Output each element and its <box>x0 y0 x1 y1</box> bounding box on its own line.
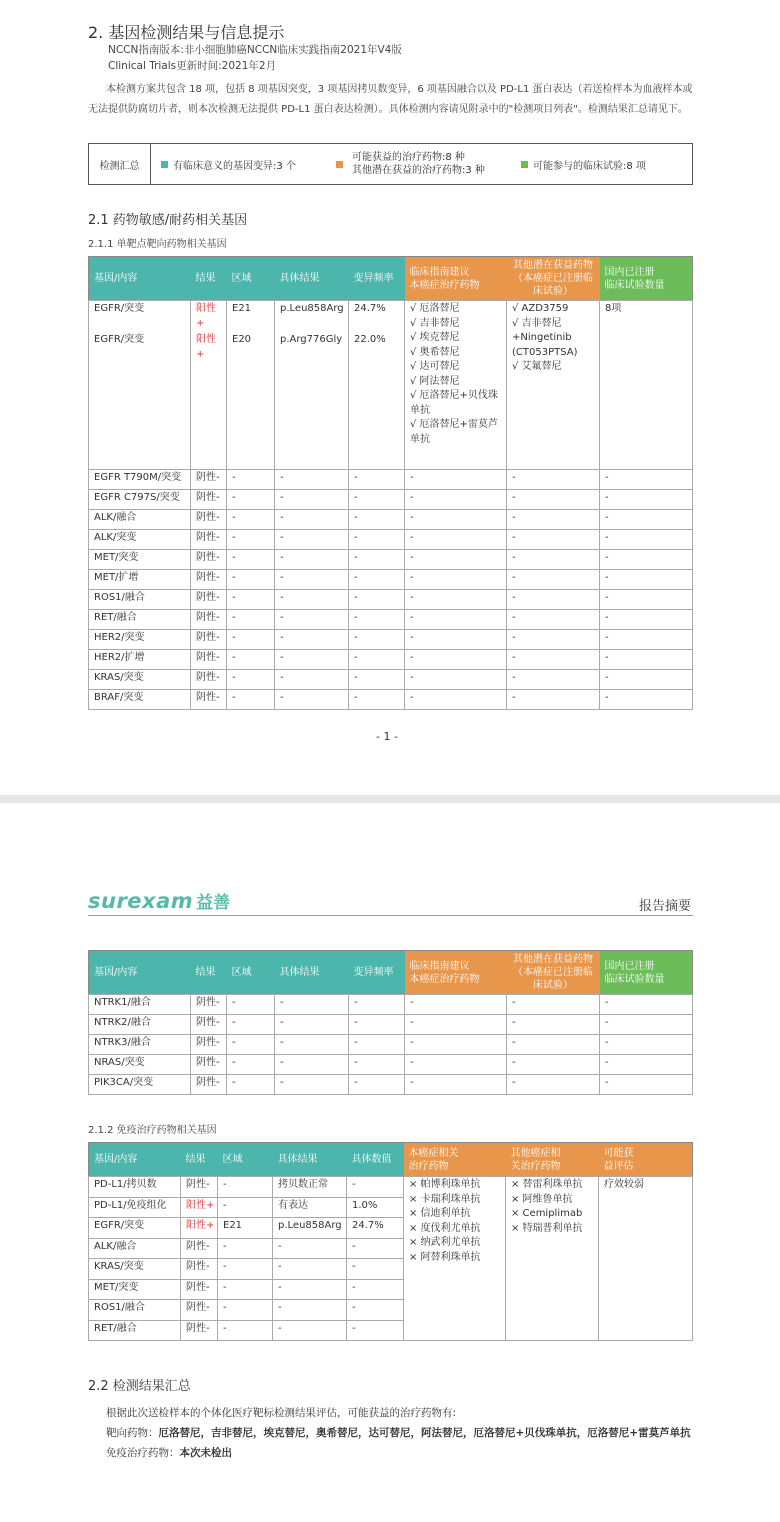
table-cell: - <box>227 995 275 1015</box>
table-cell: PIK3CA/突变 <box>89 1075 191 1095</box>
table-cell: - <box>600 529 693 549</box>
immuno-drugs-value: 本次未检出 <box>179 1447 232 1459</box>
targeted-drug-table-continued <box>88 950 693 1095</box>
table-cell: - <box>405 509 507 529</box>
table-cell: - <box>405 609 507 629</box>
table-cell: - <box>227 669 275 689</box>
table-row <box>89 689 693 709</box>
table-row <box>89 569 693 589</box>
logo-cn-text: 益善 <box>196 893 231 913</box>
table-cell: NTRK3/融合 <box>89 1035 191 1055</box>
green-square-icon <box>521 161 528 168</box>
col-result: 结果 <box>181 1143 218 1177</box>
table-cell: 阴性- <box>191 1015 227 1035</box>
table-cell: - <box>227 1075 275 1095</box>
table-cell: EGFR C797S/突变 <box>89 489 191 509</box>
table-cell: 阴性- <box>191 529 227 549</box>
table-cell: - <box>273 1320 347 1341</box>
col-other-drugs: 其他潜在获益药物 （本癌症已注册临 床试验） <box>507 951 600 995</box>
table-cell: - <box>347 1320 404 1341</box>
table-cell: 阴性- <box>191 509 227 529</box>
table-cell: - <box>405 549 507 569</box>
summary-label: 检测汇总 <box>89 144 151 184</box>
col-region: 区域 <box>218 1143 273 1177</box>
table-cell: - <box>227 469 275 489</box>
table-cell: - <box>349 529 405 549</box>
nccn-version: NCCN指南版本:非小细胞肺癌NCCN临床实践指南2021年V4版 <box>108 44 402 56</box>
col-value: 具体数值 <box>347 1143 404 1177</box>
table-cell: - <box>600 469 693 489</box>
table-cell: ROS1/融合 <box>89 1300 181 1321</box>
table-cell: 阴性- <box>191 629 227 649</box>
table-cell: × 替雷利珠单抗 × 阿维鲁单抗 × Cemiplimab × 特瑞普利单抗 <box>506 1177 599 1341</box>
table-cell: - <box>507 629 600 649</box>
table-cell: √ AZD3759 √ 吉非替尼 +Ningetinib (CT053PTSA) √ 艾氟替尼 <box>507 301 600 470</box>
table-cell: - <box>218 1279 273 1300</box>
table-cell: - <box>273 1238 347 1259</box>
table-cell: - <box>227 509 275 529</box>
table-cell: 8项 <box>600 301 693 470</box>
table-cell: 阳性+ <box>191 301 227 333</box>
table-cell: - <box>349 1035 405 1055</box>
table-cell: - <box>275 1055 349 1075</box>
table-cell: - <box>227 489 275 509</box>
table-row <box>89 301 693 333</box>
table-row <box>89 549 693 569</box>
table-cell: NTRK1/融合 <box>89 995 191 1015</box>
table-cell: - <box>349 689 405 709</box>
table-cell: KRAS/突变 <box>89 1259 181 1280</box>
table-cell: - <box>600 1015 693 1035</box>
section-2-1-title: 2.1 药物敏感/耐药相关基因 <box>88 213 248 228</box>
table-row <box>89 995 693 1015</box>
table-cell: 阴性- <box>181 1259 218 1280</box>
table-cell: - <box>349 489 405 509</box>
table-cell: - <box>405 1015 507 1035</box>
table-cell: - <box>218 1238 273 1259</box>
table-cell: EGFR/突变 <box>89 1218 181 1239</box>
summary-trials-text: 可能参与的临床试验:8 项 <box>533 160 646 172</box>
col-guideline-drugs: 临床指南建议 本癌症治疗药物 <box>405 951 507 995</box>
page-number: - 1 - <box>376 730 398 743</box>
table-cell: 1.0% <box>347 1197 404 1218</box>
table-cell: 阴性- <box>191 649 227 669</box>
summary-line: 根据此次送检样本的个体化医疗靶标检测结果评估，可能获益的治疗药物有: <box>106 1407 457 1419</box>
table-cell: - <box>275 1035 349 1055</box>
table-row <box>89 589 693 609</box>
table-cell: - <box>600 1035 693 1055</box>
table-cell: - <box>275 569 349 589</box>
table-cell: - <box>507 509 600 529</box>
targeted-drug-table <box>88 256 693 710</box>
table-cell: - <box>600 649 693 669</box>
table-cell: - <box>507 609 600 629</box>
table-cell: - <box>227 549 275 569</box>
table-cell: - <box>405 1055 507 1075</box>
table-cell: - <box>275 1075 349 1095</box>
table-cell: - <box>227 629 275 649</box>
table-cell: - <box>218 1177 273 1198</box>
table-cell: - <box>349 509 405 529</box>
table-row <box>89 649 693 669</box>
table-cell: - <box>227 689 275 709</box>
table-cell: - <box>600 669 693 689</box>
table-row <box>89 509 693 529</box>
table-cell: p.Leu858Arg <box>273 1218 347 1239</box>
table-cell: 阴性- <box>191 689 227 709</box>
table-cell: 阳性+ <box>191 332 227 469</box>
table-cell: - <box>507 569 600 589</box>
header-divider <box>88 915 693 916</box>
table-cell: EGFR/突变 <box>89 332 191 469</box>
table-cell: HER2/突变 <box>89 629 191 649</box>
table-cell: 阴性- <box>191 669 227 689</box>
table-cell: 阴性- <box>191 489 227 509</box>
table-cell: - <box>275 509 349 529</box>
col-result: 结果 <box>191 951 227 995</box>
table-cell: - <box>405 529 507 549</box>
table-cell: 阴性- <box>181 1279 218 1300</box>
table-cell: - <box>507 1055 600 1075</box>
table-cell: 阴性- <box>191 469 227 489</box>
col-frequency: 变异频率 <box>349 951 405 995</box>
teal-square-icon <box>161 161 168 168</box>
col-detail: 具体结果 <box>275 257 349 301</box>
table-cell: - <box>349 669 405 689</box>
table-cell: - <box>349 549 405 569</box>
targeted-drugs-label: 靶向药物： <box>106 1427 159 1439</box>
table-cell: ALK/突变 <box>89 529 191 549</box>
col-assessment: 可能获 益评估 <box>599 1143 693 1177</box>
table-row <box>89 1055 693 1075</box>
table-cell: - <box>218 1197 273 1218</box>
intro-paragraph: 本检测方案共包含 18 项，包括 8 项基因突变，3 项基因拷贝数变异，6 项基因融合以及 PD-L1 蛋白表达（若送检样本为血液样本或无法提供防腐切片者，则本次检测无法提供 PD-L1 蛋白表达检测）。具体检测内容请见附录中的"检测项目列表"。检测结果汇总请见下。 <box>88 84 693 115</box>
table-cell: - <box>600 629 693 649</box>
table-cell: - <box>227 589 275 609</box>
table-cell: - <box>349 469 405 489</box>
table-cell: - <box>600 589 693 609</box>
table-cell: EGFR/突变 <box>89 301 191 333</box>
table-cell: 有表达 <box>273 1197 347 1218</box>
col-region: 区域 <box>227 951 275 995</box>
table-cell: - <box>227 569 275 589</box>
table-cell: - <box>218 1300 273 1321</box>
section-2-2-title: 2.2 检测结果汇总 <box>88 1379 191 1394</box>
table-cell: - <box>405 489 507 509</box>
table-cell: - <box>507 529 600 549</box>
table-cell: - <box>275 629 349 649</box>
table-cell: 阴性- <box>181 1300 218 1321</box>
table-row <box>89 489 693 509</box>
col-guideline-drugs: 临床指南建议 本癌症治疗药物 <box>405 257 507 301</box>
table-cell: 阴性- <box>191 549 227 569</box>
col-this-cancer-drugs: 本癌症相关 治疗药物 <box>404 1143 506 1177</box>
targeted-drugs-value: 厄洛替尼，吉非替尼，埃克替尼，奥希替尼，达可替尼，阿法替尼，厄洛替尼+贝伐珠单抗，厄洛替尼+雷莫芦单抗 <box>158 1427 691 1439</box>
table-cell: 阴性- <box>191 569 227 589</box>
table-row <box>89 1035 693 1055</box>
table-cell: - <box>600 609 693 629</box>
table-cell: - <box>218 1320 273 1341</box>
table-cell: - <box>349 1015 405 1035</box>
table-cell: - <box>405 669 507 689</box>
table-cell: 24.7% <box>349 301 405 333</box>
table-cell: 阴性- <box>191 995 227 1015</box>
section-2-1-2-title: 2.1.2 免疫治疗药物相关基因 <box>88 1125 217 1136</box>
logo-text: surexam <box>88 889 194 913</box>
table-cell: - <box>405 1035 507 1055</box>
table-row <box>89 609 693 629</box>
table-cell: - <box>405 1075 507 1095</box>
table-cell: PD-L1/免疫组化 <box>89 1197 181 1218</box>
col-trials: 国内已注册 临床试验数量 <box>600 257 693 301</box>
table-cell: - <box>507 469 600 489</box>
table-cell: p.Arg776Gly <box>275 332 349 469</box>
table-cell: E21 <box>227 301 275 333</box>
table-cell: 疗效较弱 <box>599 1177 693 1341</box>
table-cell: - <box>600 549 693 569</box>
table-cell: 阴性- <box>181 1238 218 1259</box>
table-cell: p.Leu858Arg <box>275 301 349 333</box>
table-cell: - <box>275 995 349 1015</box>
table-cell: - <box>275 589 349 609</box>
table-cell: - <box>347 1300 404 1321</box>
table-cell: - <box>600 689 693 709</box>
table-cell: - <box>347 1238 404 1259</box>
col-detail: 具体结果 <box>273 1143 347 1177</box>
table-cell: - <box>349 649 405 669</box>
table-cell: ROS1/融合 <box>89 589 191 609</box>
table-cell: BRAF/突变 <box>89 689 191 709</box>
logo <box>88 888 230 913</box>
table-cell: MET/扩增 <box>89 569 191 589</box>
table-row <box>89 669 693 689</box>
table-cell: 24.7% <box>347 1218 404 1239</box>
table-cell: - <box>275 669 349 689</box>
table-cell: - <box>347 1177 404 1198</box>
table-cell: - <box>507 649 600 669</box>
table-cell: × 帕博利珠单抗 × 卡瑞利珠单抗 × 信迪利单抗 × 度伐利尤单抗 × 纳武利尤单抗 × 阿替利珠单抗 <box>404 1177 506 1341</box>
table-cell: MET/突变 <box>89 1279 181 1300</box>
summary-drugs-text: 可能获益的治疗药物:8 种 <box>352 152 465 163</box>
table-cell: - <box>507 489 600 509</box>
orange-square-icon <box>336 161 343 168</box>
table-cell: - <box>600 1075 693 1095</box>
col-other-drugs: 其他潜在获益药物 （本癌症已注册临床试验） <box>507 257 600 301</box>
table-cell: - <box>507 995 600 1015</box>
table-row <box>89 1015 693 1035</box>
col-frequency: 变异频率 <box>349 257 405 301</box>
table-cell: - <box>349 1075 405 1095</box>
col-trials: 国内已注册 临床试验数量 <box>600 951 693 995</box>
table-cell: - <box>275 489 349 509</box>
immunotherapy-table <box>88 1142 693 1341</box>
table-cell: 阴性- <box>191 609 227 629</box>
table-cell: - <box>507 589 600 609</box>
table-cell: NRAS/突变 <box>89 1055 191 1075</box>
table-row <box>89 1075 693 1095</box>
table-cell: - <box>349 609 405 629</box>
table-row <box>89 469 693 489</box>
table-cell: - <box>227 529 275 549</box>
table-cell: - <box>600 995 693 1015</box>
table-cell: - <box>227 609 275 629</box>
table-cell: - <box>227 1015 275 1035</box>
table-cell: 阴性- <box>181 1320 218 1341</box>
table-cell: - <box>227 1035 275 1055</box>
table-cell: - <box>275 529 349 549</box>
table-cell: - <box>405 569 507 589</box>
table-cell: 阴性- <box>191 1075 227 1095</box>
table-cell: - <box>275 1015 349 1035</box>
table-cell: - <box>275 469 349 489</box>
col-region: 区域 <box>227 257 275 301</box>
table-cell: - <box>227 649 275 669</box>
col-detail: 具体结果 <box>275 951 349 995</box>
table-cell: 阴性- <box>191 589 227 609</box>
table-cell: 阳性+ <box>181 1218 218 1239</box>
page-separator <box>0 795 780 803</box>
table-row <box>89 629 693 649</box>
section-2-1-1-title: 2.1.1 单靶点靶向药物相关基因 <box>88 239 227 250</box>
table-cell: E20 <box>227 332 275 469</box>
table-cell: - <box>405 629 507 649</box>
table-cell: - <box>275 689 349 709</box>
summary-item-drugs <box>336 151 521 177</box>
table-cell: - <box>349 629 405 649</box>
table-cell: - <box>349 589 405 609</box>
table-cell: - <box>507 1035 600 1055</box>
table-cell: √ 厄洛替尼 √ 吉非替尼 √ 埃克替尼 √ 奥希替尼 √ 达可替尼 √ 阿法替尼 √ 厄洛替尼+贝伐珠单抗 √ 厄洛替尼+雷莫芦单抗 <box>405 301 507 470</box>
col-result: 结果 <box>191 257 227 301</box>
summary-item-variants <box>161 157 336 172</box>
table-row <box>89 1177 693 1198</box>
col-other-cancer-drugs: 其他癌症相 关治疗药物 <box>506 1143 599 1177</box>
table-cell: - <box>349 1055 405 1075</box>
summary-item-trials <box>521 157 646 172</box>
table-cell: - <box>405 589 507 609</box>
table-cell: - <box>349 995 405 1015</box>
table-cell: - <box>600 569 693 589</box>
table-cell: - <box>507 669 600 689</box>
table-cell: RET/融合 <box>89 1320 181 1341</box>
table-cell: - <box>405 469 507 489</box>
table-cell: - <box>227 1055 275 1075</box>
summary-variants-text: 有临床意义的基因变异:3 个 <box>173 160 296 172</box>
table-cell: 阳性+ <box>181 1197 218 1218</box>
table-cell: ALK/融合 <box>89 1238 181 1259</box>
table-row <box>89 529 693 549</box>
report-summary-label: 报告摘要 <box>639 899 692 914</box>
table-cell: HER2/扩增 <box>89 649 191 669</box>
table-cell: - <box>405 649 507 669</box>
table-cell: - <box>507 1075 600 1095</box>
table-cell: - <box>273 1279 347 1300</box>
table-cell: EGFR T790M/突变 <box>89 469 191 489</box>
table-cell: - <box>600 1055 693 1075</box>
col-gene: 基因/内容 <box>89 1143 181 1177</box>
table-cell: - <box>347 1259 404 1280</box>
table-cell: - <box>507 1015 600 1035</box>
table-cell: - <box>275 649 349 669</box>
immuno-drugs-line <box>106 1443 232 1463</box>
table-cell: - <box>273 1300 347 1321</box>
immuno-drugs-label: 免疫治疗药物： <box>106 1447 180 1459</box>
clinical-trials-update: Clinical Trials更新时间:2021年2月 <box>108 60 277 72</box>
table-cell: KRAS/突变 <box>89 669 191 689</box>
table-cell: - <box>600 489 693 509</box>
table-cell: - <box>349 569 405 589</box>
table-cell: - <box>600 509 693 529</box>
table-cell: 拷贝数正常 <box>273 1177 347 1198</box>
table-cell: - <box>275 549 349 569</box>
table-cell: 阴性- <box>191 1035 227 1055</box>
summary-box <box>88 143 693 185</box>
table-cell: E21 <box>218 1218 273 1239</box>
table-cell: 阴性- <box>181 1177 218 1198</box>
table-cell: - <box>218 1259 273 1280</box>
col-gene: 基因/内容 <box>89 951 191 995</box>
table-cell: 22.0% <box>349 332 405 469</box>
table-cell: - <box>507 689 600 709</box>
table-cell: - <box>275 609 349 629</box>
table-cell: ALK/融合 <box>89 509 191 529</box>
table-cell: - <box>347 1279 404 1300</box>
summary-other-drugs-text: 其他潜在获益的治疗药物:3 种 <box>352 165 485 176</box>
targeted-drugs-line <box>106 1423 691 1443</box>
table-cell: PD-L1/拷贝数 <box>89 1177 181 1198</box>
table-cell: NTRK2/融合 <box>89 1015 191 1035</box>
section-title: 2. 基因检测结果与信息提示 <box>88 23 285 42</box>
table-cell: - <box>405 689 507 709</box>
table-cell: RET/融合 <box>89 609 191 629</box>
table-cell: 阴性- <box>191 1055 227 1075</box>
table-cell: - <box>405 995 507 1015</box>
table-cell: - <box>273 1259 347 1280</box>
col-gene: 基因/内容 <box>89 257 191 301</box>
table-cell: - <box>507 549 600 569</box>
table-cell: MET/突变 <box>89 549 191 569</box>
